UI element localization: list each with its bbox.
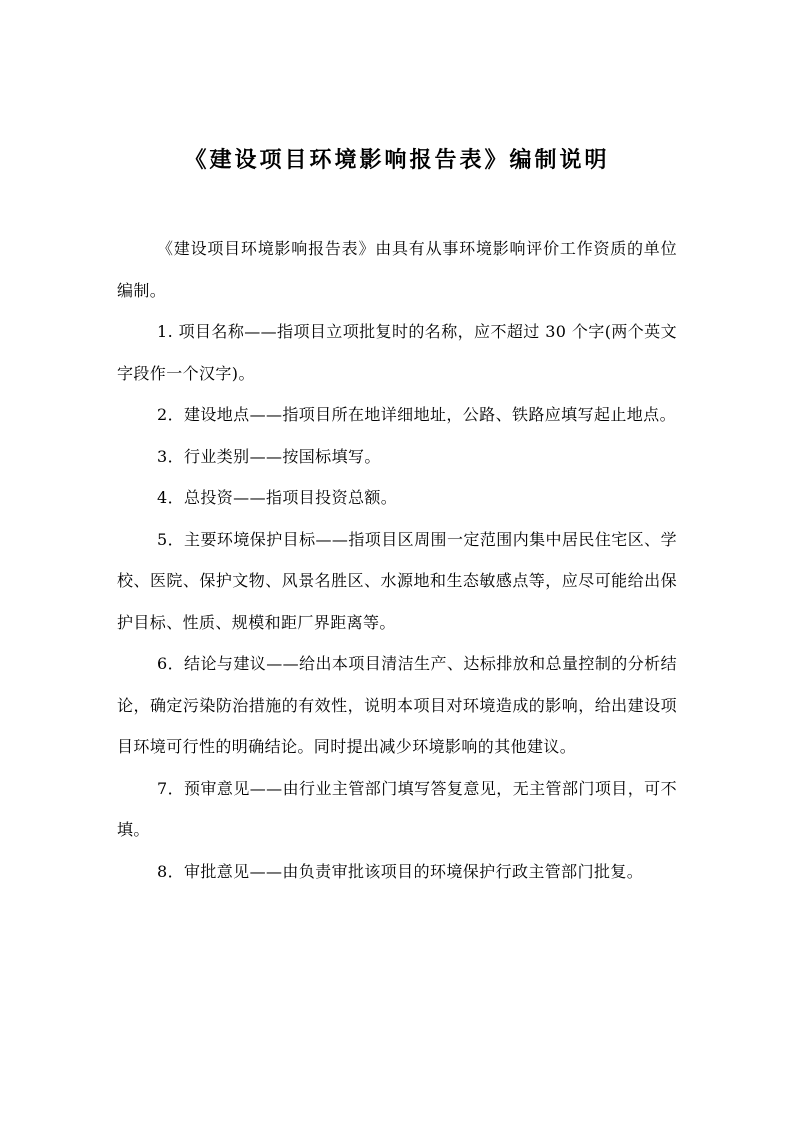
item-preliminary-review: 7．预审意见——由行业主管部门填写答复意见，无主管部门项目，可不填。 [117,778,677,839]
document-title: 《建设项目环境影响报告表》编制说明 [184,147,610,173]
item-project-name: 1. 项目名称——指项目立项批复时的名称，应不超过 30 个字(两个英文字段作一个汉字)。 [117,322,677,383]
item-industry-category: 3．行业类别——按国标填写。 [157,446,381,466]
item-protection-targets: 5．主要环境保护目标——指项目区周围一定范围内集中居民住宅区、学校、医院、保护文物、风景名胜区、水源地和生态敏感点等，应尽可能给出保护目标、性质、规模和距厂界距离等。 [117,529,677,632]
item-total-investment: 4．总投资——指项目投资总额。 [157,488,398,507]
item-conclusions: 6．结论与建议——给出本项目清洁生产、达标排放和总量控制的分析结论，确定污染防治措施的有效性，说明本项目对环境造成的影响，给出建设项目环境可行性的明确结论。同时提出减少环境影响的其他建议。 [117,654,677,756]
item-approval-opinion: 8．审批意见——由负责审批该项目的环境保护行政主管部门批复。 [157,861,644,881]
document-body [117,228,677,892]
item-construction-site: 2．建设地点——指项目所在地详细地址，公路、铁路应填写起止地点。 [157,405,676,424]
intro-paragraph: 《建设项目环境影响报告表》由具有从事环境影响评价工作资质的单位编制。 [117,239,677,300]
